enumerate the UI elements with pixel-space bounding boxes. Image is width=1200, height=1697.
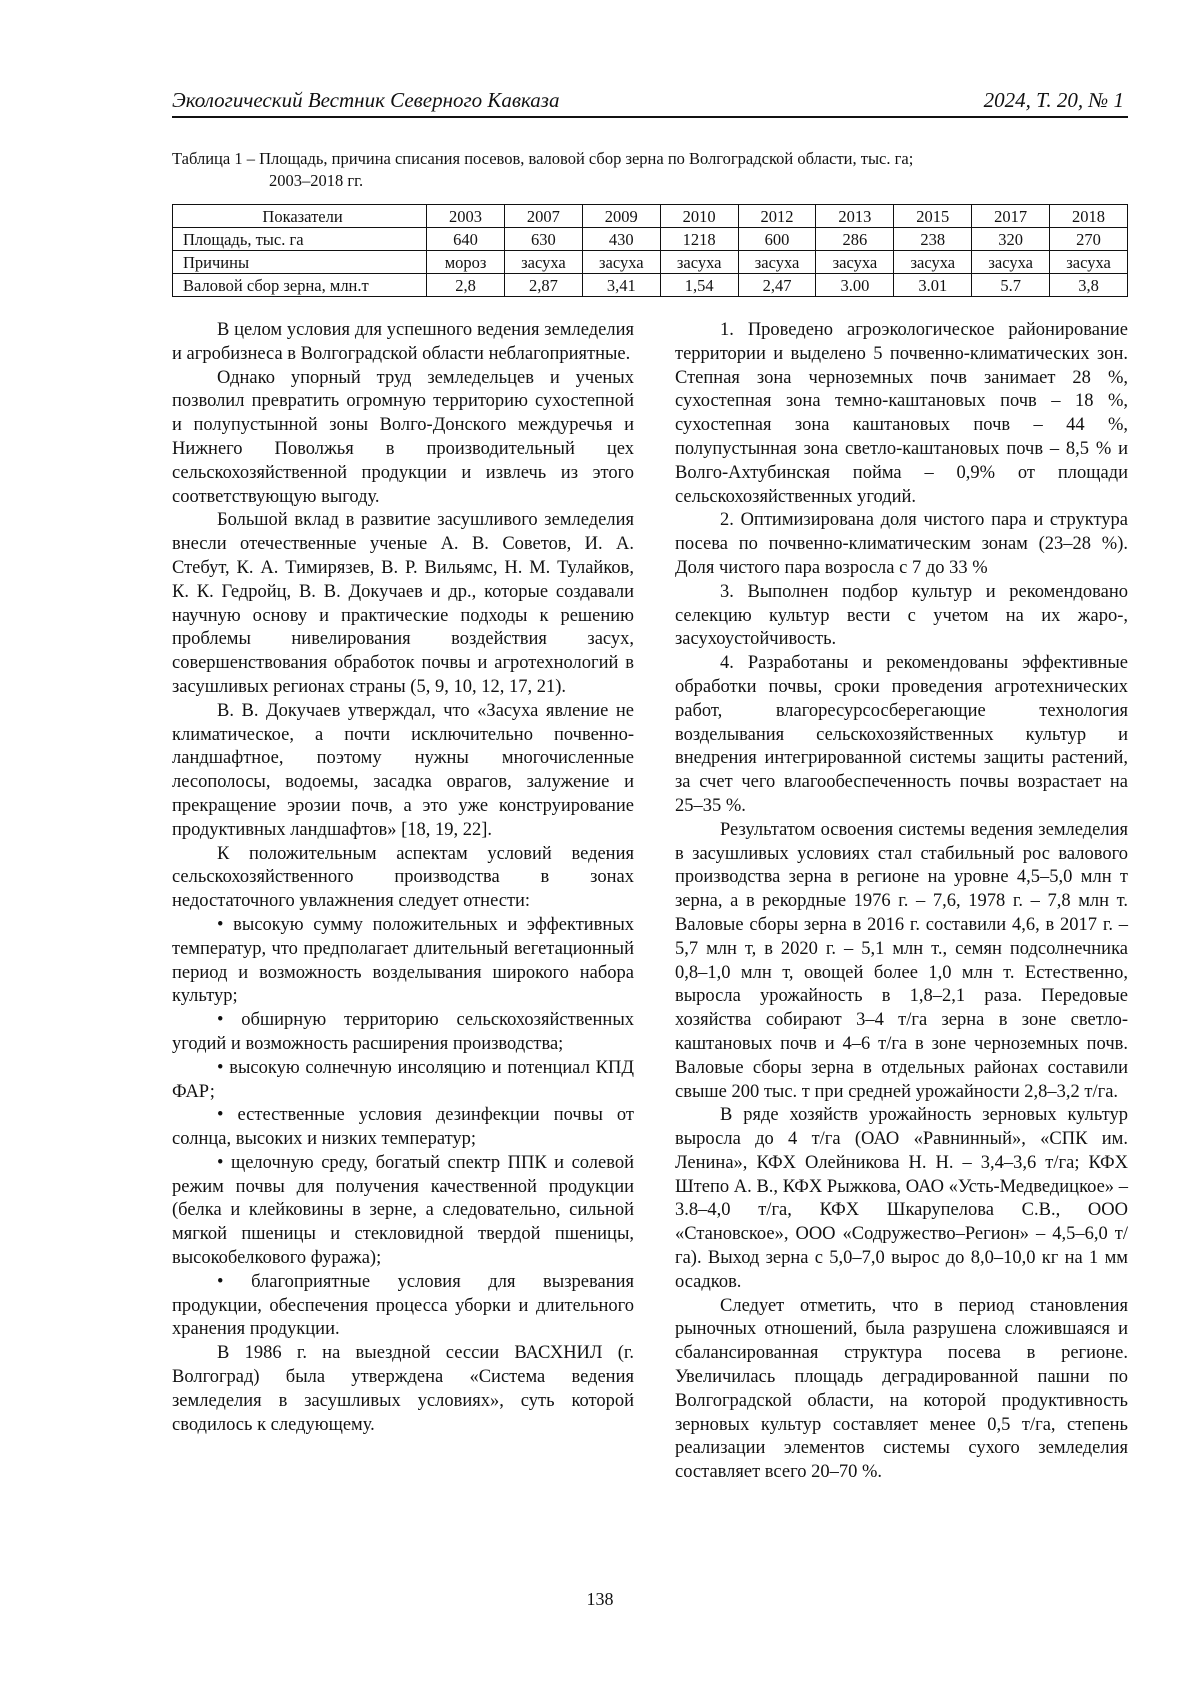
table-cell: засуха — [1050, 251, 1128, 274]
year-cell: 2018 — [1050, 205, 1128, 228]
table-cell: 270 — [1050, 228, 1128, 251]
year-cell: 2012 — [738, 205, 816, 228]
bullet-item: • высокую солнечную инсоляцию и потенциал КПД ФАР; — [172, 1057, 634, 1102]
paragraph: Однако упорный труд земледельцев и ученых позволил превратить огромную территорию сухостепной и полупустынной зоны Волго-Донского междуречья и Нижнего Поволжья в производительный цех сельскохозяйственной продукции и извлечь из этого соответствующую выгоду. — [172, 367, 634, 507]
table-cell: 2,47 — [738, 274, 816, 297]
table-header-cell: Показатели — [173, 205, 427, 228]
paragraph: В. В. Докучаев утверждал, что «Засуха явление не климатическое, а почти исключительно почвенно-ландшафтное, поэтому нужны многочисленные лесополосы, водоемы, засадка оврагов, залужение и прекращение эрозии почв, а это уже конструирование продуктивных ландшафтов» [18, 19, 22]. — [172, 700, 634, 840]
row-label: Причины — [173, 251, 427, 274]
bullet-item: • щелочную среду, богатый спектр ППК и солевой режим почвы для получения качественной продукции (белка и клейковины в зерне, а следовательно, сильной мягкой пшеницы и стекловидной твердой пшеницы, высокобелкового фуража); — [172, 1152, 634, 1269]
page-number: 138 — [586, 1589, 614, 1609]
running-header — [172, 86, 1128, 118]
year-cell: 2010 — [660, 205, 738, 228]
paragraph: 1. Проведено агроэкологическое районирование территории и выделено 5 почвенно-климатических зон. Степная зона черноземных почв занимает 28 %, сухостепная зона темно-каштановых почв – 18 %, сухостепная зона каштановых почв – 44 %, полупустынная зона светло-каштановых почв – 8,5 % и Волго-Ахтубинская пойма – 0,9% от площади сельскохозяйственных угодий. — [675, 320, 1128, 507]
caption-line-1: Таблица 1 – Площадь, причина списания посевов, валовой сбор зерна по Волгоградской области, тыс. га; — [172, 149, 914, 168]
table-cell: 320 — [972, 228, 1050, 251]
table-cell: 286 — [816, 228, 894, 251]
table-cell: засуха — [972, 251, 1050, 274]
paragraph: 2. Оптимизирована доля чистого пара и структура посева по почвенно-климатическим зонам (23–28 %). Доля чистого пара возросла с 7 до 33 % — [675, 510, 1128, 578]
table-cell: 238 — [894, 228, 972, 251]
table-cell: мороз — [427, 251, 505, 274]
table-cell: 640 — [427, 228, 505, 251]
bullet-item: • высокую сумму положительных и эффективных температур, что предполагает длительный вегетационный период и возможность возделывания широкого набора культур; — [172, 914, 634, 1007]
paragraph: В целом условия для успешного ведения земледелия и агробизнеса в Волгоградской области неблагоприятные. — [172, 320, 634, 364]
bullet-item: • обширную территорию сельскохозяйственных угодий и возможность расширения производства; — [172, 1010, 634, 1054]
year-cell: 2013 — [816, 205, 894, 228]
right-column — [675, 319, 1128, 1485]
data-table — [172, 204, 1128, 297]
table-cell: 1,54 — [660, 274, 738, 297]
table-header-row — [173, 205, 1128, 228]
paragraph: 3. Выполнен подбор культур и рекомендовано селекцию культур вести с учетом на их жаро-, засухоустойчивость. — [675, 581, 1128, 650]
table-row — [173, 251, 1128, 274]
paragraph: К положительным аспектам условий ведения сельскохозяйственного производства в зонах недостаточного увлажнения следует отнести: — [172, 843, 634, 912]
caption-line-2: 2003–2018 гг. — [269, 171, 364, 190]
journal-title: Экологический Вестник Северного Кавказа — [172, 88, 560, 112]
table-cell: 5.7 — [972, 274, 1050, 297]
table-cell: 2,87 — [504, 274, 582, 297]
year-cell: 2009 — [582, 205, 660, 228]
table-cell: засуха — [504, 251, 582, 274]
table-cell: 1218 — [660, 228, 738, 251]
table-cell: 430 — [582, 228, 660, 251]
paragraph: В 1986 г. на выездной сессии ВАСХНИЛ (г. Волгоград) была утверждена «Система ведения земледелия в засушливых условиях», суть которой сводилось к следующему. — [172, 1343, 634, 1435]
table-cell: засуха — [738, 251, 816, 274]
year-cell: 2007 — [504, 205, 582, 228]
table-cell: 600 — [738, 228, 816, 251]
paragraph: Следует отметить, что в период становления рыночных отношений, была разрушена сложившаяся и сбалансированная структура посева в регионе. Увеличилась площадь деградированной пашни по Волгоградской области, на которой продуктивность зерновых культур составляет менее 0,5 т/га, степень реализации элементов системы сухого земледелия составляет всего 20–70 %. — [675, 1295, 1128, 1483]
row-label: Площадь, тыс. га — [173, 228, 427, 251]
table-cell: 2,8 — [427, 274, 505, 297]
table-cell: 3.00 — [816, 274, 894, 297]
paragraph: В ряде хозяйств урожайность зерновых культур выросла до 4 т/га (ОАО «Равнинный», «СПК им. Ленина», КФХ Олейникова Н. Н. – 3,4–3,6 т/га; КФХ Штепо А. В., КФХ Рыжкова, ОАО «Усть-Медведицкое» – 3.8–4,0 т/га, КФХ Шкарупелова С.В., ООО «Становское», ООО «Содружество–Регион» – 4,5–6,0 т/га). Выход зерна с 5,0–7,0 вырос до 8,0–10,0 кг на 1 мм осадков. — [675, 1105, 1128, 1292]
table-cell: 630 — [504, 228, 582, 251]
year-cell: 2017 — [972, 205, 1050, 228]
table-cell: засуха — [660, 251, 738, 274]
table-caption — [172, 148, 1128, 192]
table-row — [173, 228, 1128, 251]
year-cell: 2003 — [427, 205, 505, 228]
bullet-item: • благоприятные условия для вызревания продукции, обеспечения процесса уборки и длительного хранения продукции. — [172, 1271, 634, 1340]
bullet-item: • естественные условия дезинфекции почвы от солнца, высоких и низких температур; — [172, 1105, 634, 1150]
table-cell: 3,8 — [1050, 274, 1128, 297]
table-cell: засуха — [582, 251, 660, 274]
paragraph: Большой вклад в развитие засушливого земледелия внесли отечественные ученые А. В. Советов, И. А. Стебут, К. А. Тимирязев, В. Р. Вильямс, Н. М. Тулайков, К. К. Гедройц, В. В. Докучаев и др., которые создавали научную основу и практические подходы к решению проблемы нивелирования воздействия засух, совершенствования обработок почвы и агротехнологий в засушливых регионах страны (5, 9, 10, 12, 17, 21). — [172, 510, 634, 697]
table-cell: засуха — [894, 251, 972, 274]
table-cell: 3.01 — [894, 274, 972, 297]
table-cell: засуха — [816, 251, 894, 274]
row-label: Валовой сбор зерна, млн.т — [173, 274, 427, 297]
issue-info: 2024, Т. 20, № 1 — [983, 88, 1124, 112]
left-column — [172, 319, 634, 1437]
paragraph: 4. Разработаны и рекомендованы эффективные обработки почвы, сроки проведения агротехнических работ, влагоресурсосберегающие технология возделывания сельскохозяйственных культур и внедрения интегрированной системы защиты растений, за счет чего влагообеспеченность почвы возрастает на 25–35 %. — [675, 653, 1128, 816]
paragraph: Результатом освоения системы ведения земледелия в засушливых условиях стал стабильный рос валового производства зерна в регионе на уровне 4,5–5,0 млн т зерна, а в рекордные 1976 г. – 7,6, 1978 г. – 7,8 млн т. Валовые сборы зерна в 2016 г. составили 4,6, в 2017 г. – 5,7 млн т, в 2020 г. – 5,1 млн т., семян подсолнечника 0,8–1,0 млн т, овощей более 1,0 млн т. Естественно, выросла урожайность в 1,8–2,1 раза. Передовые хозяйства собирают 3–4 т/га зерна в зоне светло-каштановых почв и 4–6 т/га в зоне черноземных почв. Валовые сборы зерна в отдельных районах составили свыше 200 тыс. т при средней урожайности 2,8–3,2 т/га. — [675, 819, 1128, 1102]
year-cell: 2015 — [894, 205, 972, 228]
table-cell: 3,41 — [582, 274, 660, 297]
table-row — [173, 274, 1128, 297]
